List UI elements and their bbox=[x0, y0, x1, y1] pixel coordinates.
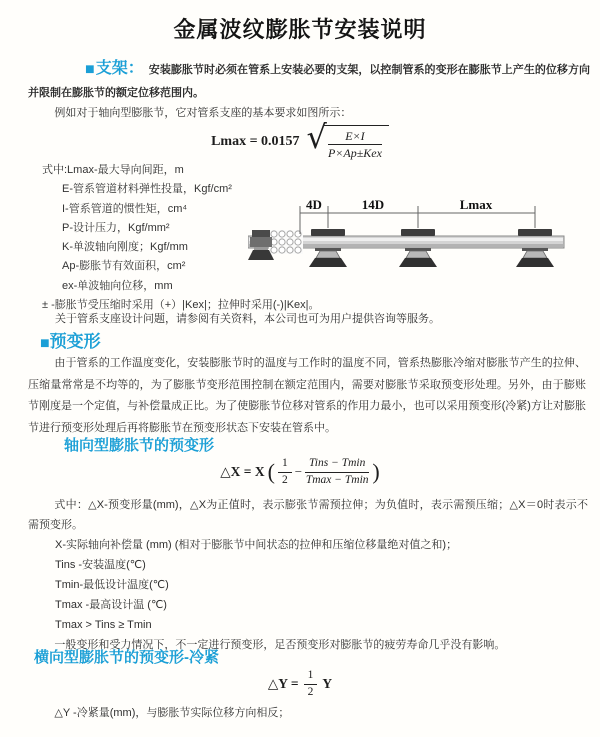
support-section-heading: 支架： bbox=[95, 60, 144, 77]
temperature-fraction bbox=[305, 457, 369, 488]
delta-y-formula bbox=[0, 669, 600, 700]
support-example-line: 例如对于轴向型膨胀节，它对管系支座的基本要求如图所示： bbox=[54, 107, 352, 119]
definition-line: I-管系管道的惯性矩，cm⁴ bbox=[62, 202, 188, 215]
axial-predeform-heading: 轴向型膨胀节的预变形 bbox=[64, 437, 215, 454]
lmax-fraction bbox=[328, 129, 382, 161]
definition-line: ex-单波轴向位移，mm bbox=[62, 279, 173, 292]
definition-line: Tins -安装温度(℃) bbox=[55, 559, 146, 571]
definition-line: P-设计压力，Kgf/mm² bbox=[62, 221, 170, 234]
axial-definitions-block bbox=[28, 495, 588, 655]
delta-y-definition-line: △Y -冷紧量(mm)，与膨胀节实际位移方向相反； bbox=[54, 707, 290, 719]
temperature-fraction-numerator: Tins − Tmin bbox=[305, 457, 369, 473]
lmax-fraction-denominator: P×Ap±Kex bbox=[327, 146, 382, 161]
dimension-label-lmax: Lmax bbox=[459, 197, 493, 212]
radical-sign: √ bbox=[306, 118, 327, 156]
delta-x-explanation: 式中：△X-预变形量(mm)，△X为正值时，表示膨张节需预拉伸；为负值时，表示需预压缩；△X＝0时表示不需预变形。 bbox=[28, 499, 588, 531]
predeform-section-heading-row bbox=[40, 327, 106, 353]
lmax-fraction-numerator: E×I bbox=[328, 129, 382, 145]
pipe-support-diagram bbox=[248, 192, 596, 288]
predeform-paragraph: 由于管系的工作温度变化，安装膨胀节时的温度与工作时的温度不同，管系热膨胀冷缩对膨胀节产生的拉伸、压缩量常常是不均等的，为了膨胀节变形范围控制在额定范围内，需要对膨胀节采取预变形处理。另外，由于膨账节刚度是一个定值，与补偿量成正比。为了使膨胀节位移对管系的作用力最小，也可以采用预变形(冷紧)方让对膨胀节进行预变形处理后再将膨胀节在预变形状态下安装在管系中。 bbox=[28, 357, 586, 434]
dimension-label-14d: 14D bbox=[361, 197, 385, 212]
definition-line: ± -膨胀节受压缩时采用（+）|Kex|；拉伸时采用(-)|Kex|。 bbox=[42, 299, 320, 312]
minus-operator: − bbox=[294, 464, 303, 480]
definition-line: Tmax -最高设计温 (℃) bbox=[55, 599, 167, 611]
half-fraction bbox=[304, 669, 318, 700]
half-fraction bbox=[278, 457, 292, 488]
axial-note-line: 一般变形和受力情况下，不一定进行预变形，足否预变形对膨胀节的疲劳寿命几乎没有影响。 bbox=[54, 639, 506, 651]
support-intro-paragraph bbox=[28, 57, 590, 105]
definition-line: Tmin-最低设计温度(℃) bbox=[55, 579, 169, 591]
lateral-predeform-heading: 横向型膨胀节的预变形-冷紧 bbox=[34, 649, 219, 666]
section-square-icon: ■ bbox=[40, 335, 50, 352]
dimension-label-4d: 4D bbox=[306, 197, 322, 212]
delta-y-rhs: Y bbox=[322, 676, 333, 692]
right-paren: ) bbox=[372, 459, 380, 485]
definition-line: X-实际轴向补偿量 (mm) (相对于膨胀节中间状态的拉伸和压缩位移量绝对值之和)； bbox=[55, 539, 458, 551]
left-paren: ( bbox=[267, 459, 275, 485]
definition-line: 式中:Lmax-最大导向间距，m bbox=[42, 164, 184, 176]
half-fraction-denominator: 2 bbox=[281, 473, 288, 486]
delta-x-formula bbox=[0, 457, 600, 488]
section-square-icon: ■ bbox=[85, 61, 95, 78]
support-note-line: 关于管系支座设计问题，请参阅有关资料，本公司也可为用户提供咨询等服务。 bbox=[55, 313, 440, 325]
delta-x-lhs: △X = X bbox=[220, 464, 265, 480]
definition-line: Ap-膨胀节有效面积，cm² bbox=[62, 260, 186, 273]
half-fraction-denominator: 2 bbox=[307, 685, 314, 698]
page-title: 金属波纹膨胀节安装说明 bbox=[173, 17, 427, 42]
delta-y-lhs: △Y = bbox=[267, 676, 299, 692]
bellows-icon bbox=[269, 230, 303, 254]
lmax-formula bbox=[0, 118, 600, 162]
predeform-section-heading: 预变形 bbox=[49, 332, 101, 351]
support-intro-text: 安装膨胀节时必须在管系上安装必要的支架，以控制管系的变形在膨胀节上产生的位移方向并限制在膨胀节的额定位移范围内。 bbox=[28, 64, 590, 99]
definition-line: Tmax > Tins ≥ Tmin bbox=[55, 619, 152, 631]
half-fraction-numerator: 1 bbox=[304, 669, 318, 685]
half-fraction-numerator: 1 bbox=[278, 457, 292, 473]
square-root bbox=[306, 118, 389, 162]
radicand bbox=[323, 125, 389, 162]
definition-line: E-管系管道材料弹性投量，Kgf/cm² bbox=[62, 183, 232, 196]
definition-line: K-单波轴向刚度；Kgf/mm bbox=[62, 241, 188, 254]
temperature-fraction-denominator: Tmax − Tmin bbox=[305, 473, 369, 486]
lmax-formula-lhs: Lmax = 0.0157 bbox=[211, 134, 300, 150]
